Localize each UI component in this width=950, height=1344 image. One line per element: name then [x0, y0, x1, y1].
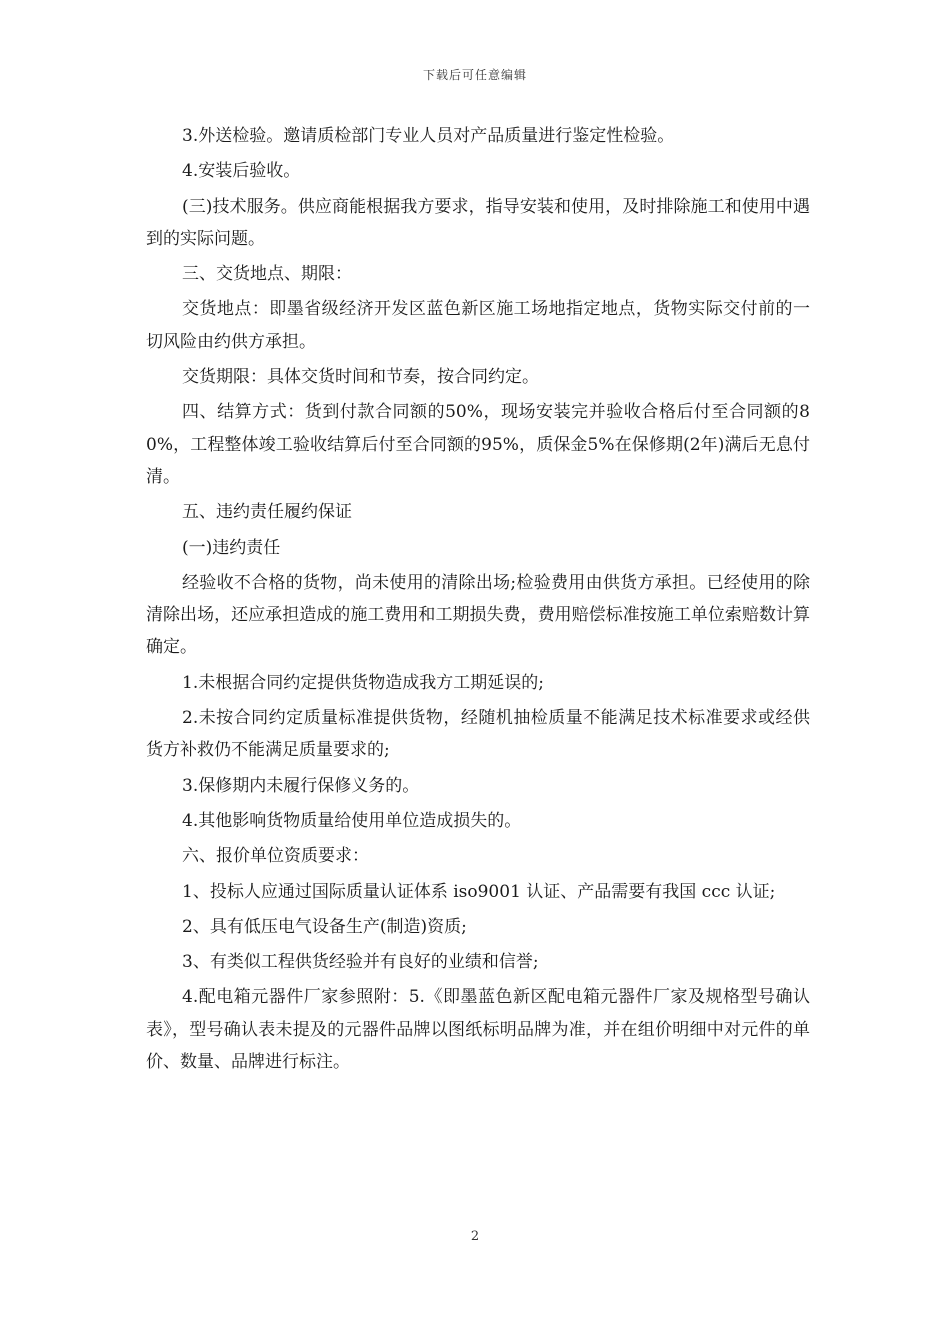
- document-body: [146, 120, 810, 1081]
- paragraph: 3.外送检验。邀请质检部门专业人员对产品质量进行鉴定性检验。: [182, 126, 675, 146]
- list-item: 2.未按合同约定质量标准提供货物，经随机抽检质量不能满足技术标准要求或经供货方补救仍不能满足质量要求的;: [146, 708, 810, 761]
- list-item: 3.保修期内未履行保修义务的。: [182, 775, 420, 796]
- paragraph: 经验收不合格的货物，尚未使用的清除出场;检验费用由供货方承担。已经使用的除清除出场，还应承担造成的施工费用和工期损失费，费用赔偿标准按施工单位索赔数计算确定。: [146, 572, 810, 658]
- paragraph: 4.安装后验收。: [182, 161, 301, 182]
- section-heading: 五、违约责任履约保证: [182, 502, 352, 523]
- list-item: 2、具有低压电气设备生产(制造)资质;: [182, 916, 467, 937]
- section-heading: 六、报价单位资质要求：: [182, 846, 369, 867]
- page-number: 2: [470, 1229, 480, 1244]
- list-item: 4.其他影响货物质量给使用单位造成损失的。: [182, 810, 522, 831]
- paragraph: 交货地点：即墨省级经济开发区蓝色新区施工场地指定地点，货物实际交付前的一切风险由约供方承担。: [146, 299, 810, 352]
- page-header: 下载后可任意编辑: [422, 68, 527, 82]
- paragraph: (三)技术服务。供应商能根据我方要求，指导安装和使用，及时排除施工和使用中遇到的实际问题。: [146, 196, 810, 249]
- list-item: 1.未根据合同约定提供货物造成我方工期延误的;: [182, 672, 544, 693]
- section-heading: 四、结算方式：货到付款合同额的50%，现场安装完并验收合格后付至合同额的80%，工程整体竣工验收结算后付至合同额的95%，质保金5%在保修期(2年)满后无息付清。: [146, 402, 810, 487]
- list-item: 1、投标人应通过国际质量认证体系 iso9001 认证、产品需要有我国 ccc 认证;: [182, 881, 776, 902]
- paragraph: 交货期限：具体交货时间和节奏，按合同约定。: [182, 367, 539, 388]
- section-heading: 三、交货地点、期限：: [182, 264, 352, 285]
- list-item: 4.配电箱元器件厂家参照附：5.《即墨蓝色新区配电箱元器件厂家及规格型号确认表》，型号确认表未提及的元器件品牌以图纸标明品牌为准，并在组价明细中对元件的单价、数量、品牌进行标注。: [146, 987, 810, 1073]
- list-item: 3、有类似工程供货经验并有良好的业绩和信誉;: [182, 952, 539, 973]
- subsection-heading: (一)违约责任: [182, 537, 281, 558]
